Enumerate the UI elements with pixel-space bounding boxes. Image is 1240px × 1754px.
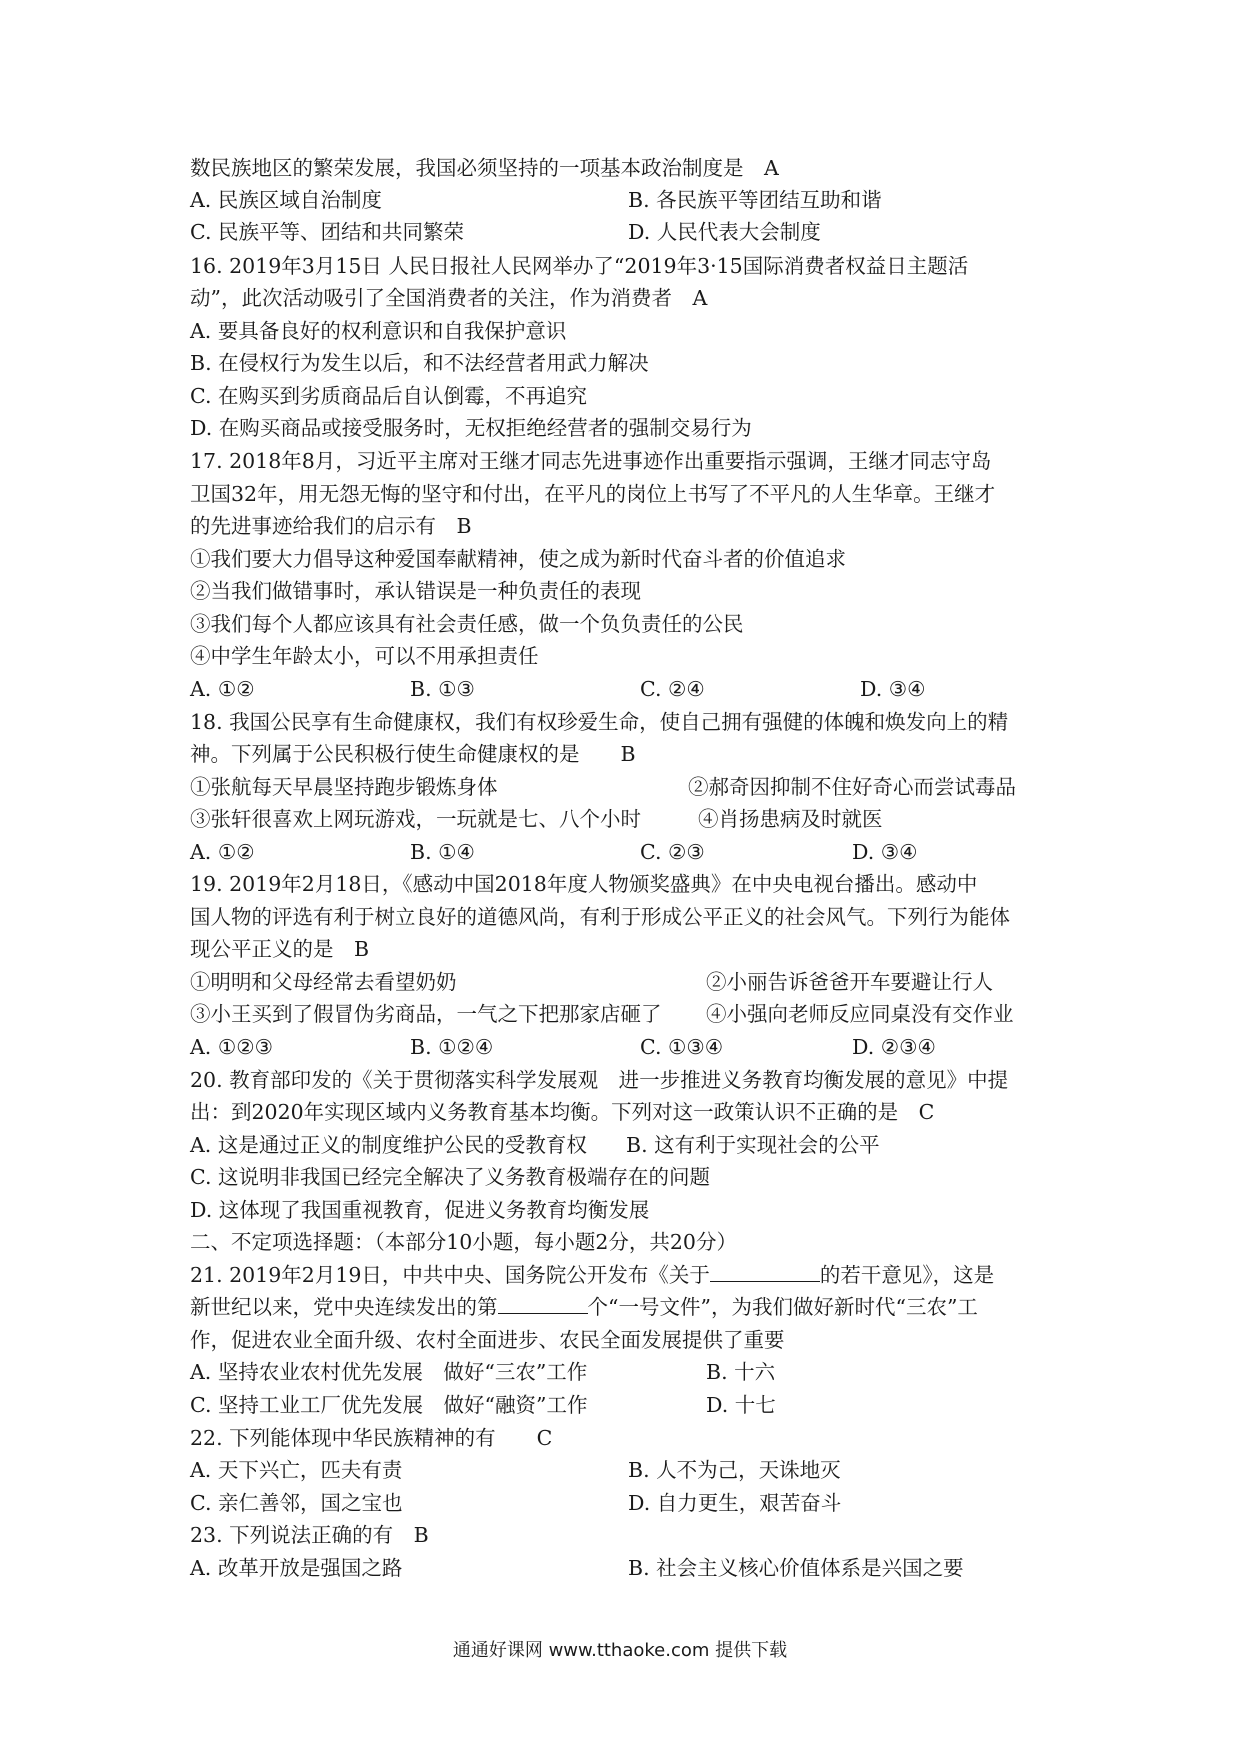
fill-blank-1 <box>710 1261 820 1282</box>
q19-item-1: ①明明和父母经常去看望奶奶 <box>190 970 457 994</box>
q15-option-b: B. 各民族平等团结互助和谐 <box>628 188 882 212</box>
q18-option-a: A. ①② <box>190 840 255 864</box>
q21-line2-start: 新世纪以来，党中央连续发出的第 <box>190 1295 498 1319</box>
q20-option-c: C. 这说明非我国已经完全解决了义务教育极端存在的问题 <box>190 1165 710 1189</box>
q21-line2-end: 个“一号文件”，为我们做好新时代“三农”工 <box>587 1295 978 1319</box>
q22-option-b: B. 人不为己，天诛地灭 <box>628 1458 841 1482</box>
q15-option-c: C. 民族平等、团结和共同繁荣 <box>190 220 464 244</box>
q17-item-2: ②当我们做错事时，承认错误是一种负责任的表现 <box>190 579 641 603</box>
q16-option-d: D. 在购买商品或接受服务时，无权拒绝经营者的强制交易行为 <box>190 416 752 440</box>
q17-option-b: B. ①③ <box>410 677 475 701</box>
q23-option-a: A. 改革开放是强国之路 <box>190 1556 403 1580</box>
q18-stem-line1: 18. 我国公民享有生命健康权，我们有权珍爱生命，使自己拥有强健的体魄和焕发向上的精 <box>190 710 1009 734</box>
q21-option-a: A. 坚持农业农村优先发展 做好“三农”工作 <box>190 1360 588 1384</box>
q16-stem-line2: 动”，此次活动吸引了全国消费者的关注，作为消费者 A <box>190 286 708 310</box>
q20-option-b: B. 这有利于实现社会的公平 <box>626 1133 880 1157</box>
q20-option-a: A. 这是通过正义的制度维护公民的受教育权 <box>190 1133 587 1157</box>
q18-item-2: ②郝奇因抑制不住好奇心而尝试毒品 <box>688 775 1016 799</box>
q17-option-a: A. ①② <box>190 677 255 701</box>
q21-option-d: D. 十七 <box>706 1393 776 1417</box>
q20-stem-line2: 出：到2020年实现区域内义务教育基本均衡。下列对这一政策认识不正确的是 C <box>190 1100 935 1124</box>
q17-stem-line3: 的先进事迹给我们的启示有 B <box>190 514 472 538</box>
q19-item-4: ④小强向老师反应同桌没有交作业 <box>706 1002 1014 1026</box>
q21-line1-end: 的若干意见》，这是 <box>819 1263 995 1287</box>
page-footer: 通通好课网 www.tthaoke.com 提供下载 <box>452 1640 788 1661</box>
q21-stem-line2 <box>190 1291 978 1323</box>
q17-item-3: ③我们每个人都应该具有社会责任感，做一个负负责任的公民 <box>190 612 744 636</box>
q22-option-a: A. 天下兴亡，匹夫有责 <box>190 1458 403 1482</box>
q19-option-b: B. ①②④ <box>410 1035 494 1059</box>
q22-option-d: D. 自力更生，艰苦奋斗 <box>628 1491 842 1515</box>
q18-item-1: ①张航每天早晨坚持跑步锻炼身体 <box>190 775 498 799</box>
q18-item-4: ④肖扬患病及时就医 <box>698 807 883 831</box>
q21-line1-start: 21. 2019年2月19日，中共中央、国务院公开发布《关于 <box>190 1263 710 1287</box>
q22-option-c: C. 亲仁善邻，国之宝也 <box>190 1491 403 1515</box>
q19-stem-line1: 19. 2019年2月18日，《感动中国2018年度人物颁奖盛典》在中央电视台播出。感动中 <box>190 872 978 896</box>
q15-option-d: D. 人民代表大会制度 <box>628 220 821 244</box>
q21-option-c: C. 坚持工业工厂优先发展 做好“融资”工作 <box>190 1393 588 1417</box>
q20-option-d: D. 这体现了我国重视教育，促进义务教育均衡发展 <box>190 1198 650 1222</box>
q19-item-2: ②小丽告诉爸爸开车要避让行人 <box>706 970 993 994</box>
q23-option-b: B. 社会主义核心价值体系是兴国之要 <box>628 1556 964 1580</box>
section-heading: 二、不定项选择题：（本部分10小题，每小题2分，共20分） <box>190 1230 737 1254</box>
q22-stem: 22. 下列能体现中华民族精神的有 C <box>190 1426 553 1450</box>
q19-option-c: C. ①③④ <box>640 1035 724 1059</box>
q16-option-c: C. 在购买到劣质商品后自认倒霉，不再追究 <box>190 384 587 408</box>
q16-stem-line1: 16. 2019年3月15日 人民日报社人民网举办了“2019年3·15国际消费者权益日主题活 <box>190 254 969 278</box>
q21-stem-line1 <box>190 1259 994 1291</box>
q19-stem-line3: 现公平正义的是 B <box>190 937 370 961</box>
q20-stem-line1: 20. 教育部印发的《关于贯彻落实科学发展观 进一步推进义务教育均衡发展的意见》中提 <box>190 1068 1009 1092</box>
q19-option-d: D. ②③④ <box>852 1035 936 1059</box>
q18-option-d: D. ③④ <box>852 840 918 864</box>
q15-stem: 数民族地区的繁荣发展，我国必须坚持的一项基本政治制度是 A <box>190 156 779 180</box>
q21-stem-line3: 作，促进农业全面升级、农村全面进步、农民全面发展提供了重要 <box>190 1328 785 1352</box>
q17-option-d: D. ③④ <box>860 677 926 701</box>
q16-option-b: B. 在侵权行为发生以后，和不法经营者用武力解决 <box>190 351 649 375</box>
q17-item-1: ①我们要大力倡导这种爱国奉献精神，使之成为新时代奋斗者的价值追求 <box>190 547 846 571</box>
q17-item-4: ④中学生年龄太小，可以不用承担责任 <box>190 644 539 668</box>
q19-stem-line2: 国人物的评选有利于树立良好的道德风尚，有利于形成公平正义的社会风气。下列行为能体 <box>190 905 1010 929</box>
q18-option-b: B. ①④ <box>410 840 475 864</box>
q19-item-3: ③小王买到了假冒伪劣商品，一气之下把那家店砸了 <box>190 1002 662 1026</box>
q17-stem-line1: 17. 2018年8月，习近平主席对王继才同志先进事迹作出重要指示强调，王继才同志守岛 <box>190 449 992 473</box>
q18-stem-line2: 神。下列属于公民积极行使生命健康权的是 B <box>190 742 636 766</box>
q17-stem-line2: 卫国32年，用无怨无悔的坚守和付出，在平凡的岗位上书写了不平凡的人生华章。王继才 <box>190 482 996 506</box>
q17-option-c: C. ②④ <box>640 677 705 701</box>
q16-option-a: A. 要具备良好的权利意识和自我保护意识 <box>190 319 567 343</box>
fill-blank-2 <box>498 1293 588 1314</box>
q15-option-a: A. 民族区域自治制度 <box>190 188 382 212</box>
q18-item-3: ③张轩很喜欢上网玩游戏，一玩就是七、八个小时 <box>190 807 641 831</box>
q19-option-a: A. ①②③ <box>190 1035 273 1059</box>
q23-stem: 23. 下列说法正确的有 B <box>190 1523 429 1547</box>
q21-option-b: B. 十六 <box>706 1360 776 1384</box>
q18-option-c: C. ②③ <box>640 840 705 864</box>
